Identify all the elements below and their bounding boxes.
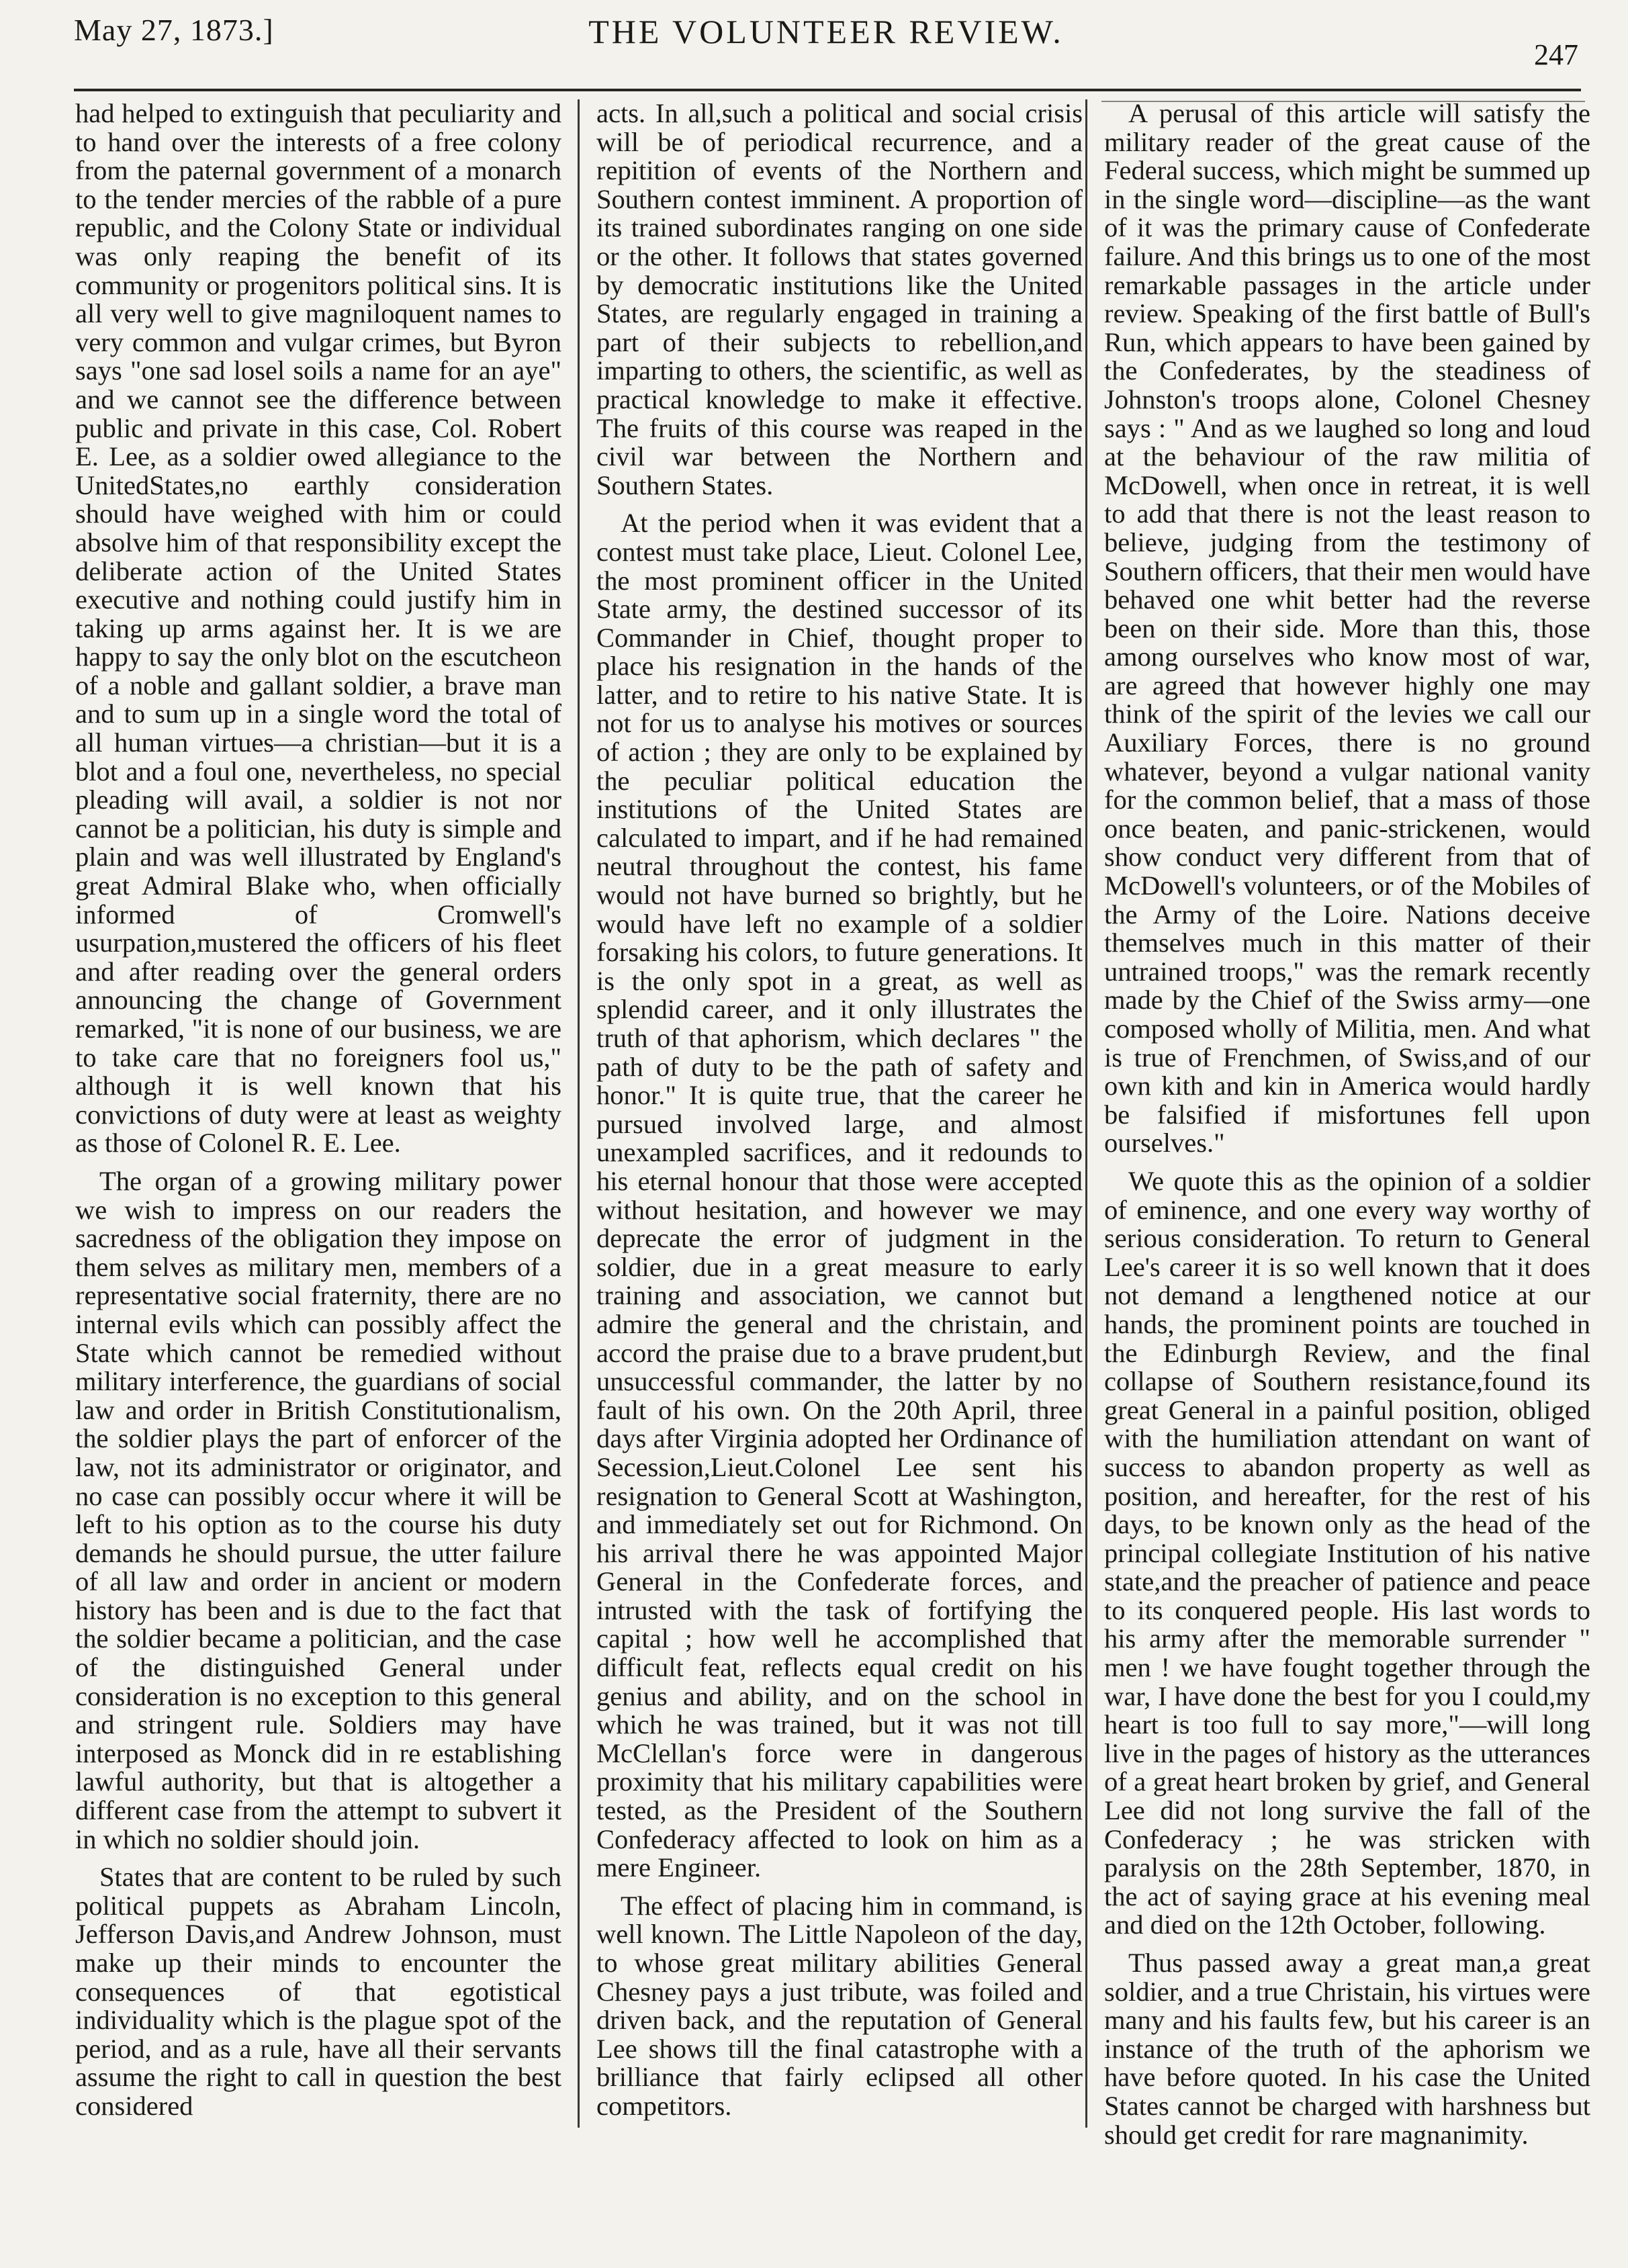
text-column-3 xyxy=(1104,99,1590,2159)
paragraph: A perusal of this article will satisfy the military reader of the great cause of the Federal success, which might be summed up in the single word—discipline—as the want of it was the primary cause of Confederate failure. And this brings us to one of the most remarkable passages in the article under review. Speaking of the first battle of Bull's Run, which appears to have been gained by the Confederates, by the steadiness of Johnston's troops alone, Colonel Chesney says : " And as we laughed so long and loud at the behaviour of the raw militia of McDowell, when once in retreat, it is well to add that there is not the least reason to believe, judging from the testimony of Southern officers, that their men would have behaved one whit better had the reverse been on their side. More than this, those among ourselves who know most of war, are agreed that however highly one may think of the spirit of the levies we call our Auxiliary Forces, there is no ground whatever, beyond a vulgar national vanity for the common belief, that a mass of those once beaten, and panic-strickenen, would show conduct very different from that of McDowell's volunteers, or of the Mobiles of the Army of the Loire. Nations deceive themselves much in this matter of their untrained troops," was the remark recently made by the Chief of the Swiss army—one composed wholly of Militia, men. And what is true of Frenchmen, of Swiss,and of our own kith and kin in America would hardly be falsified if misfortunes fell upon ourselves." xyxy=(1104,98,1590,1159)
paragraph: States that are content to be ruled by such political puppets as Abraham Lincoln, Jefferson Davis,and Andrew Johnson, must make up their minds to encounter the consequences of that egotistical individuality which is the plague spot of the period, and as a rule, have all their servants assume the right to call in question the best considered xyxy=(75,1862,561,2121)
paragraph: The effect of placing him in command, is well known. The Little Napoleon of the day, to whose great military abilities General Chesney pays a just tribute, was foiled and driven back, and the reputation of General Lee shows till the final catastrophe with a brilliance that fairly eclipsed all other competitors. xyxy=(596,1890,1083,2121)
header-rule xyxy=(74,89,1581,91)
masthead xyxy=(74,8,1578,75)
paragraph: We quote this as the opinion of a soldier of eminence, and one every way worthy of serious consideration. To return to General Lee's career it is so well known that it does not demand a lengthened notice at our hands, the prominent points are touched in the Edinburgh Review, and the final collapse of Southern resistance,found its great General in a painful position, obliged with the humiliation attendant on want of success to abandon property as well as position, and hereafter, for the rest of his days, to be known only as the head of the principal collegiate Institution of his native state,and the preacher of patience and peace to its conquered people. His last words to his army after the memorable surrender " men ! we have fought together through the war, I have done the best for you I could,my heart is too full to say more,"—will long live in the pages of history as the utterances of a great heart broken by grief, and General Lee did not long survive the fall of the Confederacy ; he was stricken with paralysis on the 28th September, 1870, in the act of saying grace at his evening meal and died on the 12th October, following. xyxy=(1104,1165,1590,1940)
paragraph: At the period when it was evident that a contest must take place, Lieut. Colonel Lee, the most prominent officer in the United State army, the destined successor of its Commander in Chief, thought proper to place his resignation in the hands of the latter, and to retire to his native State. It is not for us to analyse his motives or sources of action ; they are only to be explained by the peculiar political education the institutions of the United States are calculated to impart, and if he had remained neutral throughout the contest, his fame would not have burned so brightly, but he would have left no example of a soldier forsaking his colors, to future generations. It is the only spot in a great, as well as splendid career, and it only illustrates the truth of that aphorism, which declares " the path of duty to be the path of safety and honor." It is quite true, that the career he pursued involved large, and almost unexampled sacrifices, and it redounds to his eternal honour that those were accepted without hesitation, and however we may deprecate the error of judgment in the soldier, due in a great measure to early training and association, we cannot but admire the general and the christain, and accord the praise due to a brave prudent,but unsuccessful commander, the latter by no fault of his own. On the 20th April, three days after Virginia adopted her Ordinance of Secession,Lieut.Colonel Lee sent his resignation to General Scott at Washington, and immediately set out for Richmond. On his arrival there he was appointed Major General in the Confederate forces, and intrusted with the task of fortifying the capital ; how well he accomplished that difficult feat, reflects equal credit on his genius and ability, and on the school in which he was trained, but it was not till McClellan's force were in dangerous proximity that his military capabilities were tested, as the President of the Southern Confederacy affected to look on him as a mere Engineer. xyxy=(596,508,1083,1883)
column-divider xyxy=(578,99,580,2128)
page-number: 247 xyxy=(1534,38,1578,71)
paragraph: Thus passed away a great man,a great soldier, and a true Christain, his virtues were many and his faults few, but his career is an instance of the truth of the aphorism we have before quoted. In his case the United States cannot be charged with harshness but should get credit for rare magnanimity. xyxy=(1104,1948,1590,2150)
column-divider xyxy=(1085,99,1087,2128)
text-column-1 xyxy=(75,99,561,2130)
paragraph: The organ of a growing military power we wish to impress on our readers the sacredness of the obligation they impose on them selves as military men, members of a representative social fraternity, there are no internal evils which can possibly affect the State which cannot be remedied without military interference, the guardians of social law and order in British Constitutionalism, the soldier plays the part of enforcer of the law, not its administrator or originator, and no case can possibly occur where it will be left to his option as to the course his duty demands he should pursue, the utter failure of all law and order in ancient or modern history has been and is due to the fact that the soldier became a politician, and the case of the distinguished General under consideration is no exception to this general and stringent rule. Soldiers may have interposed as Monck did in re establishing lawful authority, but that is altogether a different case from the attempt to subvert it in which no soldier should join. xyxy=(75,1165,561,1854)
issue-date: May 27, 1873.] xyxy=(74,13,274,47)
publication-title: THE VOLUNTEER REVIEW. xyxy=(588,13,1064,50)
paragraph: acts. In all,such a political and social crisis will be of periodical recurrence, and a repitition of events of the Northern and Southern contest imminent. A proportion of its trained subordinates ranging on one side or the other. It follows that states governed by democratic institutions like the United States, are regularly engaged in training a part of their subjects to rebellion,and imparting to others, the scientific, as well as practical knowledge to make it effective. The fruits of this course was reaped in the civil war between the Northern and Southern States. xyxy=(596,98,1083,500)
paragraph: had helped to extinguish that peculiarity and to hand over the interests of a free colony from the paternal government of a monarch to the tender mercies of the rabble of a pure republic, and the Colony State or individual was only reaping the benefit of its community or progenitors political sins. It is all very well to give magniloquent names to very common and vulgar crimes, but Byron says "one sad losel soils a name for an aye" and we cannot see the difference between public and private in this case, Col. Robert E. Lee, as a soldier owed allegiance to the UnitedStates,no earthly consideration should have weighed with him or could absolve him of that responsibility except the deliberate action of the United States executive and nothing could justify him in taking up arms against her. It is we are happy to say the only blot on the escutcheon of a noble and gallant soldier, a brave man and to sum up in a single word the total of all human virtues—a christian—but it is a blot and a foul one, nevertheless, no special pleading will avail, a soldier is not nor cannot be a politician, his duty is simple and plain and was well illustrated by England's great Admiral Blake who, when officially informed of Cromwell's usurpation,mustered the officers of his fleet and after reading over the general orders announcing the change of Government remarked, "it is none of our business, we are to take care that no foreigners fool us," although it is well known that his convictions of duty were at least as weighty as those of Colonel R. E. Lee. xyxy=(75,98,561,1159)
text-column-2 xyxy=(596,99,1083,2130)
